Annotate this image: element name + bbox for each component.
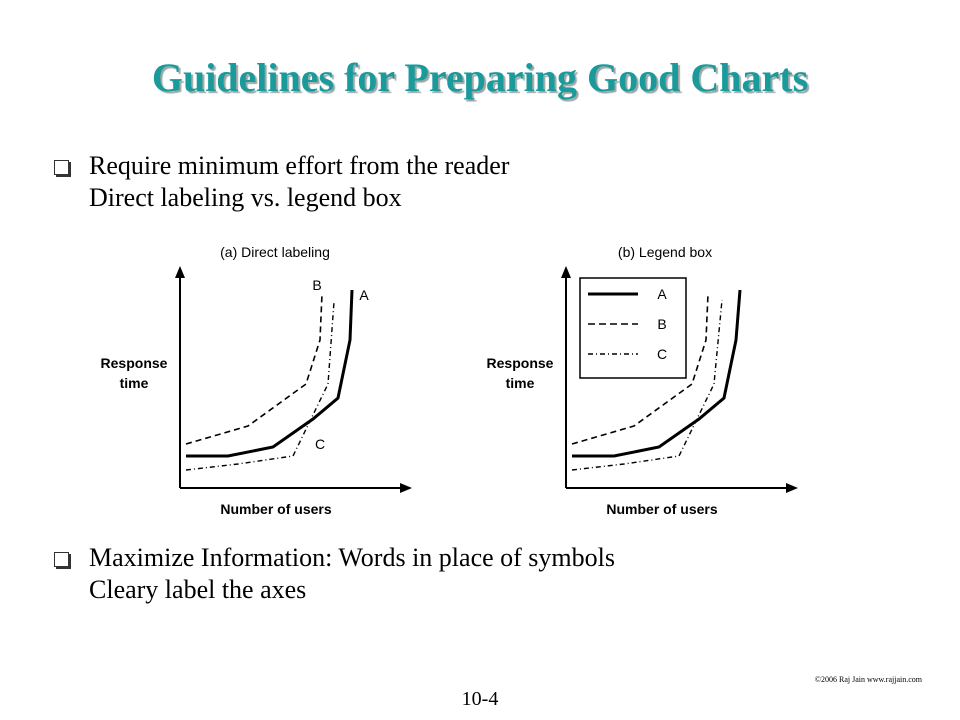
- chart-b-legend-label-b: B: [657, 316, 667, 332]
- chart-b-legend-label-c: C: [656, 346, 668, 362]
- chart-a-series-a-line: [186, 290, 352, 456]
- chart-a-label-c: C: [314, 436, 326, 452]
- bullet-item-2: [54, 542, 615, 606]
- slide-title: Guidelines for Preparing Good Charts: [151, 55, 809, 100]
- bullet-item-1: [54, 150, 509, 214]
- chart-b-xlabel: Number of users: [606, 501, 718, 517]
- slide-number: 10-4: [461, 688, 499, 710]
- bullet-1-line-1: Require minimum effort from the reader: [89, 151, 510, 180]
- chart-b-ylabel-2: time: [505, 375, 535, 391]
- bullet-2-line-2: Cleary label the axes: [89, 575, 307, 604]
- bullet-2-line-1: Maximize Information: Words in place of symbols: [89, 543, 615, 572]
- square-bullet-icon: [54, 160, 69, 175]
- bullet-1-line-2: Direct labeling vs. legend box: [89, 183, 402, 212]
- copyright-notice: ©2006 Raj Jain www.rajjain.com: [814, 675, 922, 684]
- chart-direct-labeling: [88, 232, 428, 522]
- chart-a-ylabel-2: time: [119, 375, 149, 391]
- chart-a-label-b: B: [312, 277, 322, 293]
- chart-a-xlabel: Number of users: [220, 501, 332, 517]
- chart-a-y-arrow-icon: [175, 266, 185, 278]
- chart-a-ylabel-1: Response: [100, 355, 168, 371]
- chart-a-title: (a) Direct labeling: [220, 244, 330, 260]
- chart-b-ylabel-1: Response: [486, 355, 554, 371]
- chart-b-x-arrow-icon: [786, 483, 798, 493]
- chart-b-title: (b) Legend box: [617, 244, 713, 260]
- chart-a-label-a: A: [359, 287, 369, 303]
- chart-a-series-b-line: [186, 294, 322, 444]
- chart-b-legend-label-a: A: [657, 286, 667, 302]
- square-bullet-icon: [54, 552, 69, 567]
- chart-a-x-arrow-icon: [400, 483, 412, 493]
- chart-b-y-arrow-icon: [561, 266, 571, 278]
- chart-legend-box: [474, 232, 814, 522]
- chart-a-series-c-line: [186, 302, 334, 470]
